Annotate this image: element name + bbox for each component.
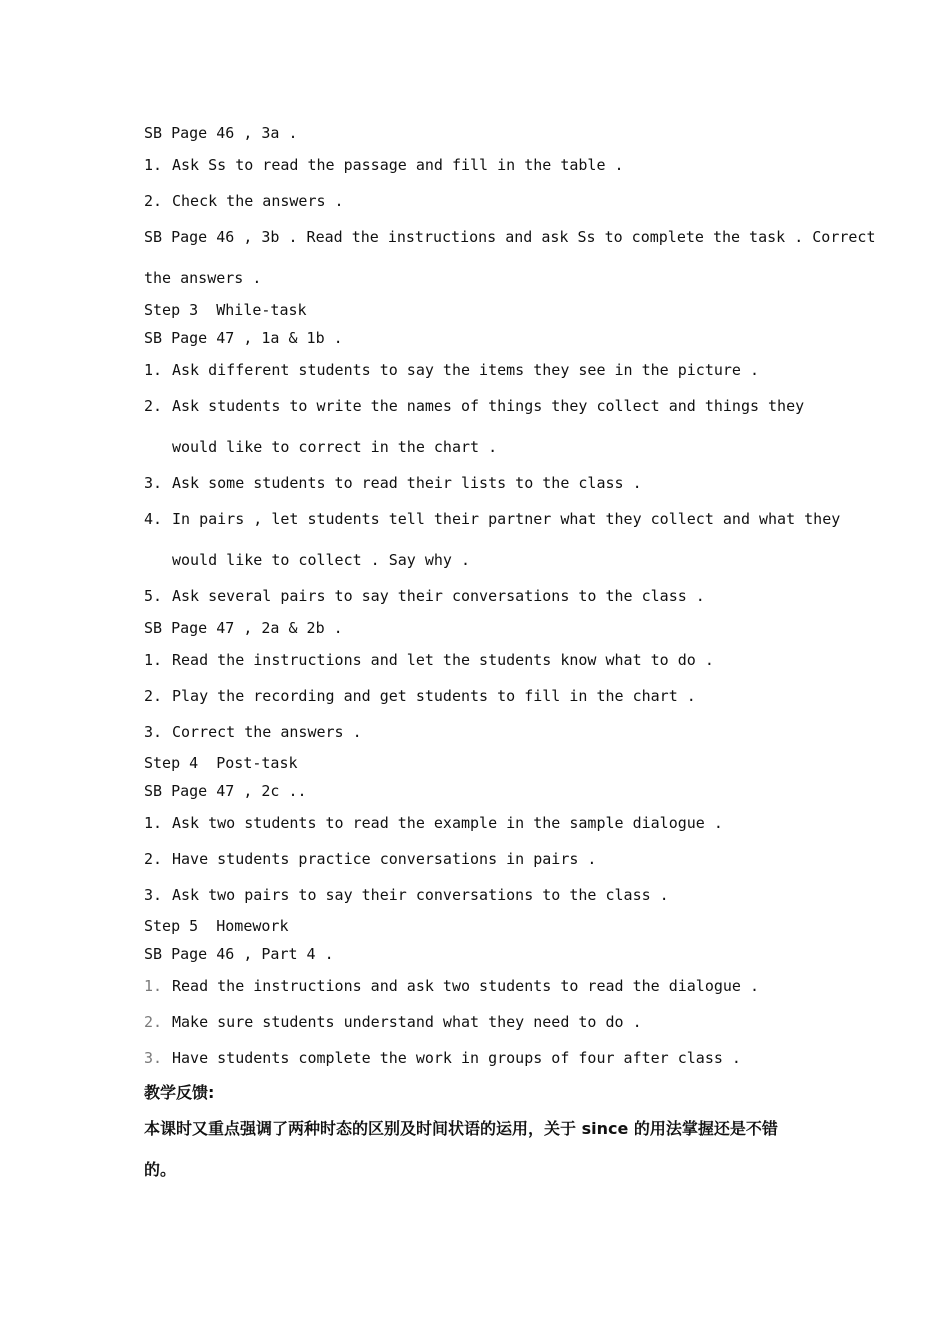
list-item: 2. Ask students to write the names of things they collect and things they	[144, 397, 805, 415]
section-heading: SB Page 47 , 2a & 2b .	[144, 619, 343, 637]
feedback-heading: 教学反馈:	[144, 1083, 215, 1102]
list-item-continuation: would like to collect . Say why .	[172, 551, 471, 569]
list-item: 3. Ask two pairs to say their conversations to the class .	[144, 886, 669, 904]
list-item: 1. Ask two students to read the example in the sample dialogue .	[144, 814, 723, 832]
list-item: 3. Have students complete the work in groups of four after class .	[144, 1049, 741, 1067]
list-item: 2. Check the answers .	[144, 192, 344, 210]
list-item: 2. Make sure students understand what they need to do .	[144, 1013, 642, 1031]
step-heading: Step 3 While-task	[144, 301, 307, 319]
list-item: 2. Have students practice conversations in pairs .	[144, 850, 597, 868]
section-heading: SB Page 46 , Part 4 .	[144, 945, 334, 963]
list-item: 1. Ask different students to say the items they see in the picture .	[144, 361, 759, 379]
step-heading: Step 4 Post-task	[144, 754, 298, 772]
section-heading: SB Page 47 , 2c ..	[144, 782, 307, 800]
list-item: 2. Play the recording and get students to fill in the chart .	[144, 687, 696, 705]
step-heading: Step 5 Homework	[144, 917, 289, 935]
list-item: 1. Read the instructions and let the students know what to do .	[144, 651, 714, 669]
list-item: 1. Read the instructions and ask two students to read the dialogue .	[144, 977, 759, 995]
feedback-text: 本课时又重点强调了两种时态的区别及时间状语的运用，关于 since 的用法掌握还是不错	[144, 1119, 778, 1138]
list-item-continuation: would like to correct in the chart .	[172, 438, 498, 456]
list-item: 3. Ask some students to read their lists to the class .	[144, 474, 642, 492]
feedback-text-continuation: 的。	[144, 1160, 177, 1179]
paragraph-line: the answers .	[144, 269, 262, 287]
list-item: 1. Ask Ss to read the passage and fill in the table .	[144, 156, 624, 174]
list-item: 3. Correct the answers .	[144, 723, 362, 741]
section-heading: SB Page 46 , 3a .	[144, 124, 298, 142]
section-heading: SB Page 47 , 1a & 1b .	[144, 329, 343, 347]
list-item: 5. Ask several pairs to say their conversations to the class .	[144, 587, 705, 605]
list-item: 4. In pairs , let students tell their partner what they collect and what they	[144, 510, 841, 528]
section-heading: SB Page 46 , 3b . Read the instructions and ask Ss to complete the task . Correct	[144, 228, 876, 246]
